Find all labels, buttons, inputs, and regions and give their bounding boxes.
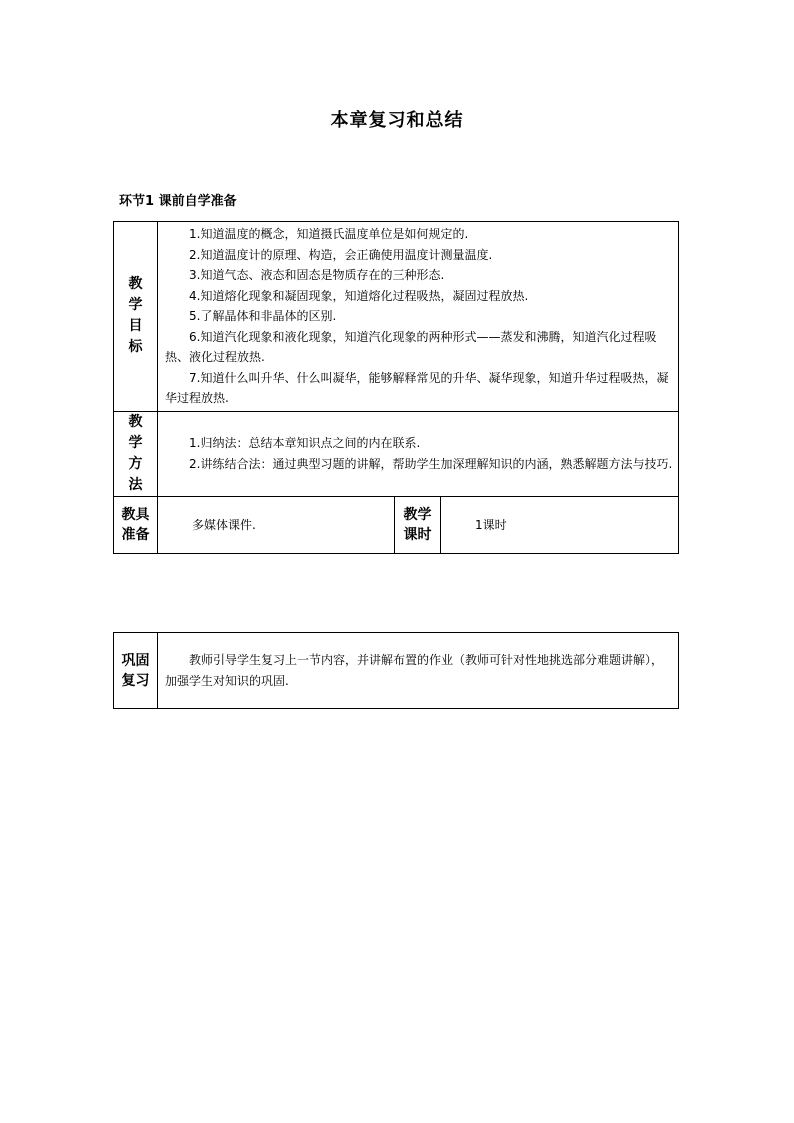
goals-label-char: 教 <box>128 276 143 293</box>
tools-value: 多媒体课件. <box>158 496 395 553</box>
goal-item: 3.知道气态、液态和固态是物质存在的三种形态. <box>189 268 445 282</box>
tools-label <box>114 496 158 553</box>
methods-label-char: 教 <box>128 413 143 430</box>
section-heading: 环节1 课前自学准备 <box>119 194 237 209</box>
hours-label-line: 课时 <box>403 526 432 543</box>
method-item: 1.归纳法：总结本章知识点之间的内在联系. <box>189 436 421 450</box>
review-content <box>158 633 679 709</box>
review-text: 教师引导学生复习上一节内容，并讲解布置的作业（教师可针对性地挑选部分难题讲解），加强学生对知识的巩固. <box>165 653 664 688</box>
goal-item: 7.知道什么叫升华、什么叫凝华，能够解释常见的升华、凝华现象，知道升华过程吸热，凝华过程放热. <box>165 370 669 405</box>
tools-label-line: 教具 <box>121 506 150 523</box>
methods-label-char: 方 <box>128 455 143 472</box>
tools-label-line: 准备 <box>121 526 150 543</box>
lesson-plan-table <box>113 221 679 554</box>
methods-label-char: 法 <box>128 476 143 493</box>
hours-label <box>395 496 441 553</box>
method-item: 2.讲练结合法：通过典型习题的讲解，帮助学生加深理解知识的内涵，熟悉解题方法与技巧. <box>189 456 673 471</box>
goal-item: 6.知道汽化现象和液化现象，知道汽化现象的两种形式——蒸发和沸腾，知道汽化过程吸热、液化过程放热. <box>165 329 657 364</box>
methods-row <box>114 411 679 496</box>
goals-label-char: 标 <box>128 339 143 356</box>
methods-label <box>114 411 158 496</box>
goals-label-char: 学 <box>128 297 143 314</box>
goals-content <box>158 222 679 412</box>
methods-content <box>158 411 679 496</box>
hours-label-line: 教学 <box>403 506 432 523</box>
review-table <box>113 632 679 709</box>
tools-row <box>114 496 679 553</box>
goal-item: 2.知道温度计的原理、构造，会正确使用温度计测量温度. <box>189 247 493 262</box>
review-label <box>114 633 158 709</box>
goal-item: 1.知道温度的概念，知道摄氏温度单位是如何规定的. <box>189 227 469 241</box>
goals-label-char: 目 <box>128 318 143 335</box>
goals-row <box>114 222 679 412</box>
review-row <box>114 633 679 709</box>
review-label-line: 巩固 <box>121 652 150 669</box>
review-label-line: 复习 <box>121 672 150 689</box>
methods-label-char: 学 <box>128 434 143 451</box>
goal-item: 5.了解晶体和非晶体的区别. <box>189 309 337 323</box>
goal-item: 4.知道熔化现象和凝固现象，知道熔化过程吸热，凝固过程放热. <box>189 288 529 303</box>
hours-value: 1课时 <box>441 496 679 553</box>
goals-label <box>114 222 158 412</box>
page-title: 本章复习和总结 <box>330 110 464 131</box>
